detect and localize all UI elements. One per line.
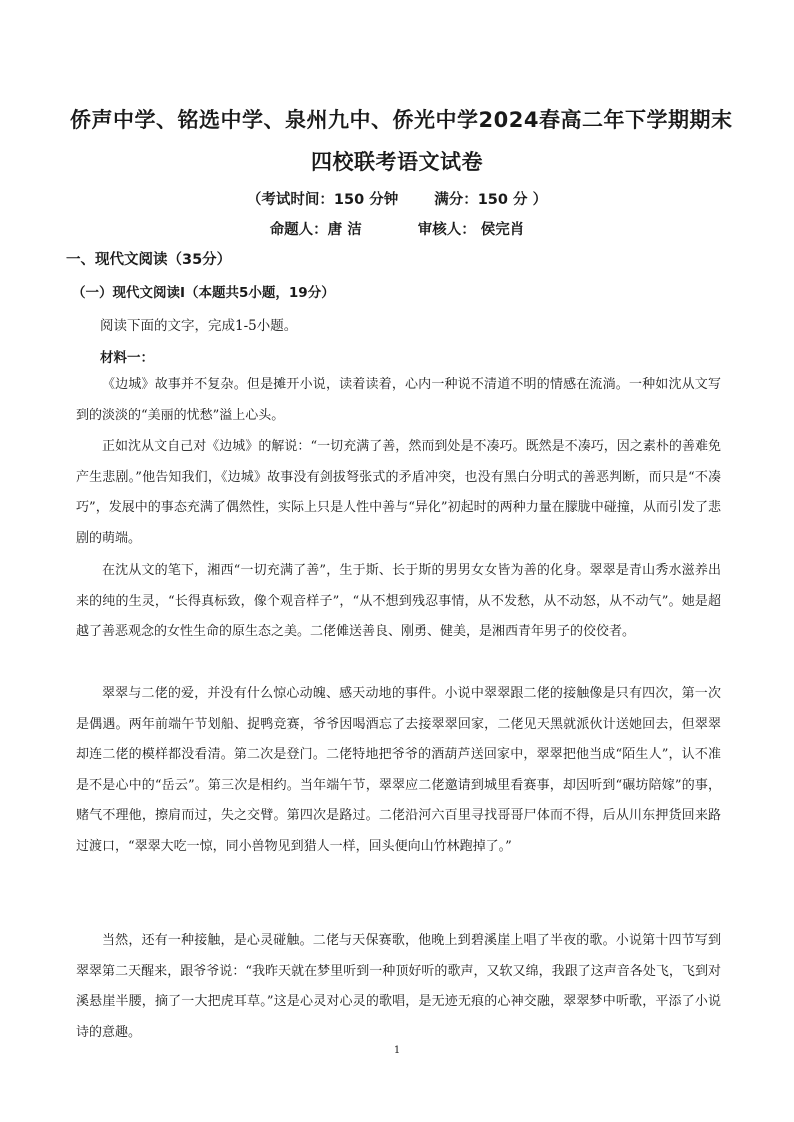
page-number: 1 (393, 1045, 401, 1056)
exam-time: （考试时间：150 分钟 (246, 192, 399, 208)
exam-title-line2: 四校联考语文试卷 (311, 150, 483, 174)
section-subheading: （一）现代文阅读Ⅰ（本题共5小题，19分） (72, 285, 335, 301)
exam-title-line1: 侨声中学、铭选中学、泉州九中、侨光中学2024春高二年下学期期末 (70, 108, 733, 132)
paragraph-5: 当然，还有一种接触，是心灵碰触。二佬与天保赛歌，他晚上到碧溪崖上唱了半夜的歌。小说第十四节写到翠翠第二天醒来，跟爷爷说：“我昨天就在梦里听到一种顶好听的歌声，又软又绵，我跟了这声音各处飞，飞到对溪悬崖半腰，摘了一大把虎耳草。”这是心灵对心灵的歌唱，是无迹无痕的心神交融，翠翠梦中听歌，平添了小说诗的意趣。 (76, 933, 721, 1040)
exam-time-and-score (70, 188, 724, 209)
paragraph-1: 《边城》故事并不复杂。但是摊开小说，读着读着，心内一种说不清道不明的情感在流淌。一种如沈从文写到的淡淡的“美丽的忧愁”溢上心头。 (76, 377, 721, 423)
exam-authors (70, 218, 724, 239)
full-score: 满分：150 分 ） (434, 192, 548, 208)
paragraph-4: 翠翠与二佬的爱，并没有什么惊心动魄、感天动地的事件。小说中翠翠跟二佬的接触像是只有四次，第一次是偶遇。两年前端午节划船、捉鸭竞赛，爷爷因喝酒忘了去接翠翠回家，二佬见天黑就派伙计送她回去，但翠翠却连二佬的模样都没看清。第二次是登门。二佬特地把爷爷的酒葫芦送回家中，翠翠把他当成“陌生人”，认不准是不是心中的“岳云”。第三次是相约。当年端午节，翠翠应二佬邀请到城里看赛事，却因听到“碾坊陪嫁”的事，赌气不理他，擦肩而过，失之交臂。第四次是路过。二佬沿河六百里寻找哥哥尸体而不得，后从川东押货回来路过渡口，“翠翠大吃一惊，同小兽物见到猎人一样，回头便向山竹林跑掉了。” (76, 686, 721, 854)
author: 命题人：唐 洁 (269, 222, 362, 238)
reading-instruction: 阅读下面的文字，完成1-5小题。 (100, 318, 298, 334)
paragraph-2: 正如沈从文自己对《边城》的解说：“一切充满了善，然而到处是不凑巧。既然是不凑巧，因之素朴的善难免产生悲剧。”他告知我们，《边城》故事没有剑拔弩张式的矛盾冲突，也没有黑白分明式的善恶判断，而只是“不凑巧”，发展中的事态充满了偶然性，实际上只是人性中善与“异化”初起时的两种力量在朦胧中碰撞，从而引发了悲剧的萌端。 (76, 439, 721, 546)
section-heading: 一、现代文阅读（35分） (66, 252, 232, 268)
material-label: 材料一： (100, 350, 154, 366)
paragraph-3: 在沈从文的笔下，湘西“一切充满了善”，生于斯、长于斯的男男女女皆为善的化身。翠翠是青山秀水滋养出来的纯的生灵，“长得真标致，像个观音样子”，“从不想到残忍事情，从不发愁，从不动怒，从不动气”。她是超越了善恶观念的女性生命的原生态之美。二佬傩送善良、刚勇、健美，是湘西青年男子的佼佼者。 (76, 563, 721, 640)
reviewer: 审核人： 侯完肖 (417, 222, 525, 238)
